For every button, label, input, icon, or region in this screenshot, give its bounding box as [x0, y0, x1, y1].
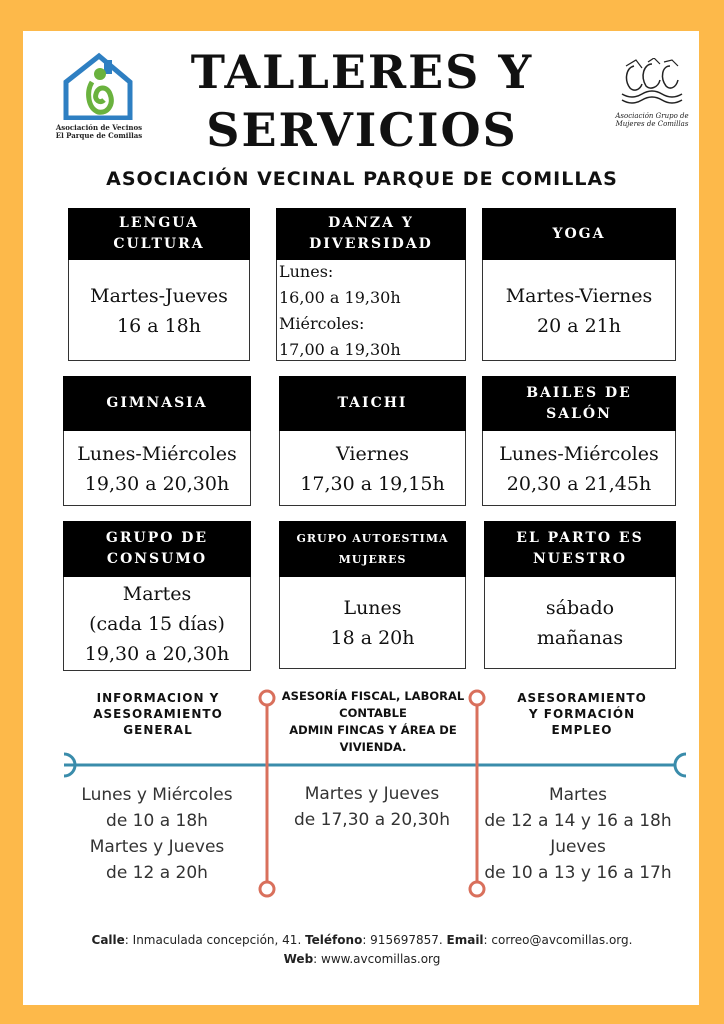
- footer-calle-label: Calle: [91, 933, 125, 947]
- schedule-days-1: Lunes y Miércoles: [81, 785, 233, 805]
- schedule-hours-2: 17,00 a 19,30h: [279, 339, 401, 359]
- service-title-line: CONTABLE: [339, 706, 407, 720]
- workshop-title: DANZA Y DIVERSIDAD: [276, 208, 466, 260]
- schedule-hours: de 17,30 a 20,30h: [294, 810, 450, 830]
- workshop-card-parto: [484, 521, 676, 669]
- workshop-card-gimnasia: [63, 376, 251, 506]
- service-schedule-empleo: [482, 782, 674, 886]
- workshop-card-taichi: [279, 376, 466, 506]
- schedule-frequency: (cada 15 días): [89, 613, 225, 635]
- schedule-days: Lunes-Miércoles: [77, 442, 237, 465]
- divider-node-icon: [260, 882, 274, 896]
- schedule-hours-1: 16,00 a 19,30h: [279, 287, 401, 307]
- service-title-line: ASESORÍA FISCAL, LABORAL: [281, 689, 465, 703]
- schedule-days-2: Martes y Jueves: [89, 837, 225, 857]
- schedule-hours: 18 a 20h: [330, 627, 415, 649]
- footer-calle-value: : Inmaculada concepción, 41.: [124, 933, 306, 947]
- workshop-title: EL PARTO ES NUESTRO: [484, 521, 676, 577]
- schedule-hours: 19,30 a 20,30h: [84, 472, 230, 495]
- page-subtitle: ASOCIACIÓN VECINAL PARQUE DE COMILLAS: [106, 168, 618, 190]
- logo-left-line2: El Parque de Comillas: [55, 131, 143, 140]
- workshop-schedule: [280, 578, 465, 668]
- footer-web-label: Web: [283, 952, 314, 966]
- service-schedule-asesoria: [272, 781, 472, 833]
- schedule-day-1: Lunes:: [279, 261, 334, 281]
- service-schedule-general: [52, 782, 262, 886]
- workshop-card-autoestima: [279, 521, 466, 669]
- footer-tel-value: : 915697857.: [362, 933, 447, 947]
- schedule-hours-2: de 12 a 20h: [106, 863, 208, 883]
- workshop-schedule: [69, 261, 249, 360]
- workshop-title: GIMNASIA: [63, 376, 251, 431]
- schedule-days-1: Martes: [548, 785, 608, 805]
- service-title-line: VIVIENDA.: [339, 740, 407, 754]
- footer-email-value[interactable]: : correo@avcomillas.org.: [483, 933, 633, 947]
- schedule-hours-1: de 12 a 14 y 16 a 18h: [484, 811, 672, 831]
- workshop-schedule: [277, 261, 465, 360]
- schedule-days: Martes y Jueves: [304, 784, 440, 804]
- schedule-days: Lunes-Miércoles: [499, 442, 659, 465]
- workshop-card-bailes: [482, 376, 676, 506]
- footer-email-label: Email: [446, 933, 484, 947]
- workshop-schedule: [280, 432, 465, 505]
- footer-tel-label: Teléfono: [305, 933, 363, 947]
- schedule-day-2: Miércoles:: [279, 313, 365, 333]
- footer-web: [0, 949, 724, 969]
- workshop-schedule: [64, 432, 250, 505]
- schedule-hours: mañanas: [536, 627, 624, 649]
- logo-right-line1: Asociación Grupo de: [615, 112, 689, 120]
- divider-node-icon: [470, 691, 484, 705]
- schedule-days-2: Jueves: [550, 837, 606, 857]
- schedule-hours-1: de 10 a 18h: [106, 811, 208, 831]
- workshop-title: YOGA: [482, 208, 676, 260]
- workshop-card-danza: [276, 208, 466, 361]
- logo-left-line1: Asociación de Vecinos: [55, 123, 143, 132]
- schedule-hours: 20,30 a 21,45h: [506, 472, 652, 495]
- logo-right-line2: Mujeres de Comillas: [615, 120, 689, 128]
- schedule-days: Martes: [122, 583, 192, 605]
- schedule-hours: 20 a 21h: [537, 314, 621, 337]
- page-title-line2: SERVICIOS: [206, 103, 518, 157]
- service-title-asesoria: [276, 688, 470, 756]
- workshop-card-yoga: [482, 208, 676, 361]
- schedule-days: sábado: [545, 597, 615, 619]
- workshop-title: TAICHI: [279, 376, 466, 431]
- schedule-days: Viernes: [335, 442, 410, 465]
- schedule-days: Martes-Jueves: [90, 284, 228, 307]
- service-title-line: ADMIN FINCAS Y ÁREA DE: [289, 723, 457, 737]
- schedule-hours: 16 a 18h: [117, 314, 201, 337]
- divider-node-icon: [260, 691, 274, 705]
- workshop-title: GRUPO DE CONSUMO: [63, 521, 251, 577]
- schedule-hours-2: de 10 a 13 y 16 a 17h: [484, 863, 672, 883]
- service-title-general: INFORMACION Y ASESORAMIENTO GENERAL: [93, 691, 223, 737]
- footer-contact: [0, 930, 724, 950]
- schedule-hours: 19,30 a 20,30h: [84, 643, 230, 665]
- workshop-card-consumo: [63, 521, 251, 671]
- workshop-title: BAILES DE SALÓN: [482, 376, 676, 431]
- workshop-schedule: [64, 578, 250, 670]
- page-title-line1: TALLERES Y: [190, 45, 534, 99]
- workshop-schedule: [483, 261, 675, 360]
- schedule-days: Martes-Viernes: [505, 284, 653, 307]
- workshop-schedule: [483, 432, 675, 505]
- footer-web-value[interactable]: : www.avcomillas.org: [313, 952, 441, 966]
- workshop-title: LENGUA CULTURA: [68, 208, 250, 260]
- schedule-days: Lunes: [343, 597, 402, 619]
- workshop-schedule: [485, 578, 675, 668]
- schedule-hours: 17,30 a 19,15h: [300, 472, 445, 495]
- service-title-empleo: ASESORAMIENTO Y FORMACIÓN EMPLEO: [517, 691, 647, 737]
- timeline-right-cap-icon: [675, 754, 686, 776]
- workshop-card-lengua-cultura: [68, 208, 250, 361]
- workshop-title: GRUPO AUTOESTIMA MUJERES: [279, 521, 466, 577]
